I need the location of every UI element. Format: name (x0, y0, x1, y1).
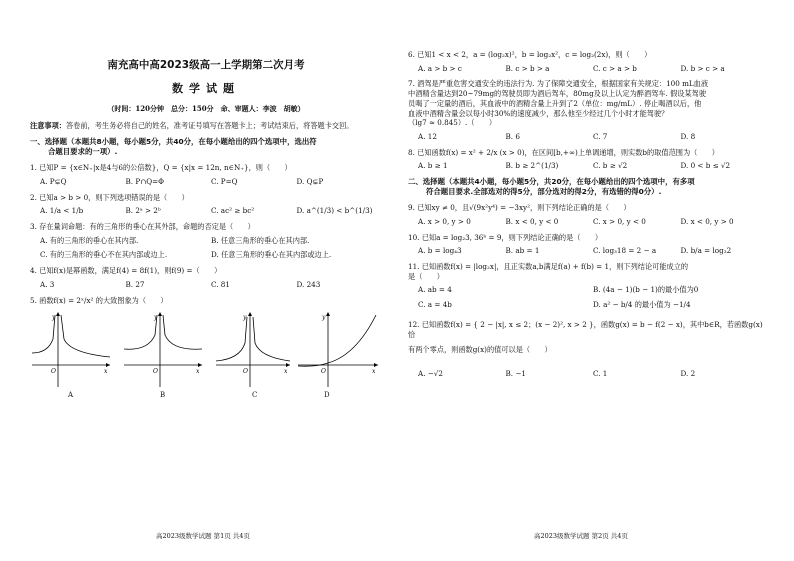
option: A. b = log₄3 (418, 246, 462, 256)
option: C. 有的三角形的垂心不在其内部或边上. (40, 250, 168, 260)
option: B. 6 (505, 132, 520, 142)
section-1-line-1: 一、选择题（本题共8小题，每小题5分，共40分，在每小题给出的四个选项中，选出符 (30, 137, 317, 147)
option: C. 81 (211, 279, 230, 289)
section-1-line-2: 合题目要求的一项）. (48, 147, 118, 157)
option: C. 7 (593, 132, 608, 142)
question-1 (30, 163, 382, 186)
option: C. P=Q (211, 176, 238, 186)
option: D. Q⊊P (296, 176, 324, 186)
graph-b (122, 309, 204, 389)
question-10-stem: 10. 已知a = log₂3, 36ᵇ = 9，则下列结论正确的是（ ） (408, 232, 603, 242)
question-4-options (30, 280, 382, 290)
question-5-stem: 5. 函数f(x) = 2ˣ/x² 的大致图象为（ ） (30, 295, 168, 305)
question-3-stem: 3. 存在量词命题：有的三角形的垂心在其外部，命题的否定是（ ） (30, 222, 255, 232)
question-10 (408, 233, 768, 256)
page-2-footer: 高2023级数学试题 第2页 共4页 (534, 532, 628, 540)
question-8 (408, 148, 768, 171)
y-axis-label: y (154, 314, 158, 322)
question-2-options (30, 206, 382, 216)
question-7-line-4: 血液中酒精含量会以每小时30%的速度减少，那么他至少经过几个小时才能驾驶？ (408, 108, 669, 118)
page-1-footer: 高2023级数学试题 第1页 共4页 (156, 532, 250, 540)
question-1-options (30, 177, 382, 187)
notice-text: 答卷前，考生务必将自己的姓名，准考证号填写在答题卡上；考试结束后，将答题卡交回。 (65, 121, 354, 131)
option: B. x < 0, y < 0 (505, 216, 559, 226)
section-2-line-2: 符合题目要求.全部选对的得5分，部分选对的得2分，有选错的得0分）. (426, 187, 662, 197)
option: A. 12 (418, 132, 437, 142)
question-4-stem: 4. 已知f(x)是幂函数，满足f(4) = 8f(1)，则f(9) =（ ） (30, 266, 222, 276)
graph-a (30, 309, 112, 389)
question-1-stem: 1. 已知P = {x∈N₊|x是4与6的公倍数}，Q = {x|x = 12n, n∈N₊}，则（ ） (30, 163, 292, 173)
graph-label-d: D (324, 391, 330, 400)
question-11 (408, 262, 768, 310)
option: B. 任意三角形的垂心在其内部. (211, 235, 310, 245)
option: C. log₃18 = 2 − a (593, 246, 657, 256)
question-7 (408, 79, 768, 141)
option: B. 2ᵃ > 2ᵇ (125, 206, 161, 216)
option: D. a² − b/4 的最小值为 −1/4 (593, 300, 691, 310)
question-6 (408, 50, 768, 73)
question-12-line-1: 12. 已知函数f(x) = { 2 − |x|, x ≤ 2；(x − 2)², x > 2 }，函数g(x) = b − f(2 − x)，其中b∈R，若函数g(x)恰 (408, 319, 763, 339)
option: D. x < 0, y > 0 (680, 216, 734, 226)
question-9-options (408, 217, 768, 227)
origin-label: O (321, 368, 326, 376)
x-axis-label: x (284, 368, 288, 376)
option: A. 1/a < 1/b (40, 206, 84, 216)
option: D. 任意三角形的垂心在其内部或边上. (211, 250, 332, 260)
x-axis-label: x (372, 368, 376, 376)
option: B. ab = 1 (505, 246, 540, 256)
option: B. b ≥ 2^(1/3) (505, 161, 559, 171)
question-10-options (408, 246, 768, 256)
x-axis-label: x (104, 368, 108, 376)
option: C. c > a > b (593, 63, 637, 73)
question-6-stem: 6. 已知1 < x < 2，a = (log₂x)²，b = log₂x²，c = log₂(2x)，则（ ） (408, 50, 652, 59)
y-axis-label: y (243, 314, 247, 322)
notice (30, 121, 382, 131)
option: A. ab = 4 (418, 285, 452, 295)
option: B. c > b > a (505, 63, 550, 73)
question-2 (30, 193, 382, 216)
section-2-heading (408, 177, 768, 197)
option: B. (4a − 1)(b − 1)的最小值为0 (593, 285, 699, 295)
option: D. b/a = log₃2 (680, 246, 732, 256)
question-11-options (408, 285, 768, 309)
origin-label: O (51, 368, 56, 376)
y-axis-label: y (322, 314, 326, 322)
question-9-stem: 9. 已知xy ≠ 0，且√(9x²y⁴) = −3xy²，则下列结论正确的是（ ） (408, 203, 631, 213)
option: A. a > b > c (418, 63, 462, 73)
option: A. 3 (40, 279, 55, 289)
question-3 (30, 222, 382, 260)
option: A. 有的三角形的垂心在其内部. (40, 235, 139, 245)
question-6-options (408, 64, 768, 74)
option: D. 0 < b ≤ √2 (680, 161, 731, 171)
question-8-stem: 8. 已知函数f(x) = x² + 2/x (x > 0)，在区间[b,+∞)上单调递增，则实数b的取值范围为（ ） (408, 147, 719, 157)
option: C. a = 4b (418, 300, 452, 310)
question-12-options (408, 369, 768, 379)
origin-label: O (153, 368, 158, 376)
option: D. a^(1/3) < b^(1/3) (296, 206, 373, 216)
x-axis-label: x (196, 368, 200, 376)
graph-label-b: B (160, 391, 166, 400)
question-11-line-2: 是（ ） (408, 271, 444, 281)
option: A. b ≥ 1 (418, 161, 448, 171)
graph-label-a: A (68, 391, 74, 400)
graph-label-c: C (252, 391, 258, 400)
question-11-line-1: 11. 已知函数f(x) = |log₂x|，且正实数a,b满足f(a) + f(b) = 1，则下列结论可能成立的 (408, 262, 689, 272)
question-2-stem: 2. 已知a > b > 0，则下列选项错误的是（ ） (30, 192, 189, 202)
section-1-heading (30, 137, 382, 157)
option: A. x > 0, y > 0 (418, 216, 471, 226)
y-axis-label: y (52, 314, 56, 322)
exam-subtitle: 数学试题 (172, 82, 240, 96)
section-2-line-1: 二、选择题（本题共4小题，每小题5分，共20分，在每小题给出的四个选项中，有多项 (408, 177, 695, 187)
exam-meta: （时间：120分钟 总分：150分 命、审题人：李波 胡敏） (107, 104, 305, 114)
option: D. b > c > a (680, 63, 725, 73)
option: A. −√2 (418, 369, 443, 379)
option: C. 1 (593, 369, 608, 379)
graph-d (296, 309, 380, 389)
question-3-options (30, 236, 382, 260)
option: C. b ≥ √2 (593, 161, 628, 171)
option: D. 243 (296, 279, 321, 289)
question-8-options (408, 161, 768, 171)
question-7-line-2: 中酒精含量达到20~79mg的驾驶员即为酒后驾车，80mg及以上认定为醉酒驾车. 假设某驾驶 (408, 89, 707, 99)
question-7-line-5: （lg7 ≈ 0.845）.（ ） (408, 118, 497, 128)
question-5 (30, 296, 382, 402)
question-7-line-1: 7. 酒驾是严重危害交通安全的违法行为. 为了保障交通安全，根据国家有关规定：100 mL血液 (408, 79, 709, 89)
origin-label: O (243, 368, 248, 376)
page-1 (30, 0, 382, 561)
option: B. −1 (505, 369, 526, 379)
option: D. 8 (680, 132, 696, 142)
option: B. P∩Q=Φ (125, 176, 165, 186)
question-12 (408, 320, 768, 379)
question-7-options (408, 132, 768, 142)
option: B. 27 (125, 279, 145, 289)
exam-title: 南充高中高2023级高一上学期第二次月考 (107, 59, 305, 71)
page-2 (408, 0, 768, 561)
question-4 (30, 266, 382, 289)
notice-label: 注意事项： (30, 121, 66, 131)
option: A. P⊊Q (40, 176, 67, 186)
question-5-graphs (30, 309, 382, 401)
option: C. x > 0, y < 0 (593, 216, 646, 226)
question-7-line-3: 员喝了一定量的酒后，其血液中的酒精含量上升到了2（单位：mg/mL）. 停止喝酒以后，他 (408, 98, 702, 108)
question-9 (408, 203, 768, 226)
graph-c (214, 309, 292, 389)
option: D. 2 (680, 369, 696, 379)
question-12-line-2: 有两个零点，则函数g(x)的值可以是（ ） (408, 345, 552, 355)
option: C. ac² ≥ bc² (211, 206, 255, 216)
